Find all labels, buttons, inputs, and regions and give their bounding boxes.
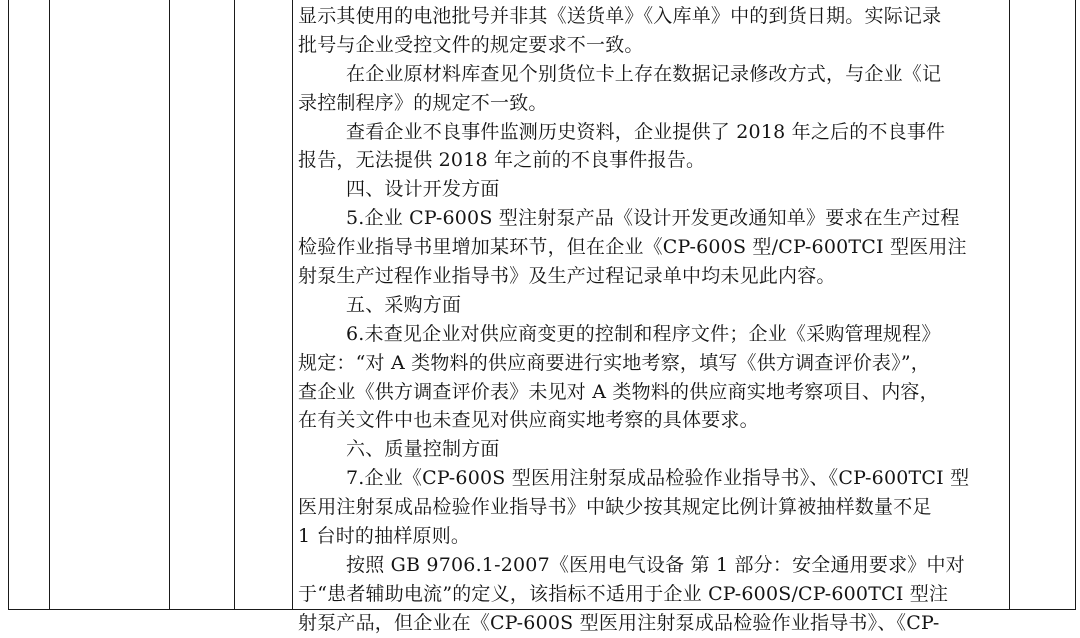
text-line: 查企业《供方调查评价表》未见对 A 类物料的供应商实地考察项目、内容， bbox=[298, 380, 939, 403]
text-line: 按照 GB 9706.1-2007《医用电气设备 第 1 部分：安全通用要求》中对 bbox=[346, 553, 965, 576]
text-line: 于“患者辅助电流”的定义，该指标不适用于企业 CP-600S/CP-600TCI 型注 bbox=[298, 582, 949, 605]
table-column-divider-3 bbox=[234, 0, 235, 610]
text-line: 显示其使用的电池批号并非其《送货单》《入库单》中的到货日期。实际记录 bbox=[298, 5, 942, 27]
text-line: 六、质量控制方面 bbox=[346, 438, 500, 461]
text-line: 7.企业《CP-600S 型医用注射泵成品检验作业指导书》、《CP-600TCI 型 bbox=[346, 467, 970, 490]
text-line: 1 台时的抽样原则。 bbox=[298, 525, 471, 548]
text-line: 批号与企业受控文件的规定要求不一致。 bbox=[298, 33, 644, 56]
text-line: 报告，无法提供 2018 年之前的不良事件报告。 bbox=[298, 149, 706, 172]
text-line: 在企业原材料库查见个别货位卡上存在数据记录修改方式，与企业《记 bbox=[346, 62, 942, 85]
table-column-divider-2 bbox=[169, 0, 170, 610]
table-column-divider-5 bbox=[1009, 0, 1010, 610]
document-text-cell bbox=[298, 2, 1004, 634]
table-column-divider-1 bbox=[49, 0, 50, 610]
text-line: 查看企业不良事件监测历史资料，企业提供了 2018 年之后的不良事件 bbox=[346, 120, 946, 143]
text-line: 6.未查见企业对供应商变更的控制和程序文件；企业《采购管理规程》 bbox=[346, 322, 941, 345]
text-line: 5.企业 CP-600S 型注射泵产品《设计开发更改通知单》要求在生产过程 bbox=[346, 207, 960, 230]
text-line: 射泵产品，但企业在《CP-600S 型医用注射泵成品检验作业指导书》、《CP- bbox=[298, 611, 940, 634]
text-line: 五、采购方面 bbox=[346, 293, 462, 316]
text-line: 录控制程序》的规定不一致。 bbox=[298, 91, 548, 114]
text-line: 检验作业指导书里增加某环节，但在企业《CP-600S 型/CP-600TCI 型医用注 bbox=[298, 236, 967, 259]
text-line: 射泵生产过程作业指导书》及生产过程记录单中均未见此内容。 bbox=[298, 265, 836, 288]
text-line: 四、设计开发方面 bbox=[346, 178, 500, 201]
table-column-divider-4 bbox=[292, 0, 293, 610]
text-line: 在有关文件中也未查见对供应商实地考察的具体要求。 bbox=[298, 409, 759, 432]
text-line: 规定：“对 A 类物料的供应商要进行实地考察，填写《供方调查评价表》”， bbox=[298, 351, 930, 374]
text-line: 医用注射泵成品检验作业指导书》中缺少按其规定比例计算被抽样数量不足 bbox=[298, 496, 932, 519]
